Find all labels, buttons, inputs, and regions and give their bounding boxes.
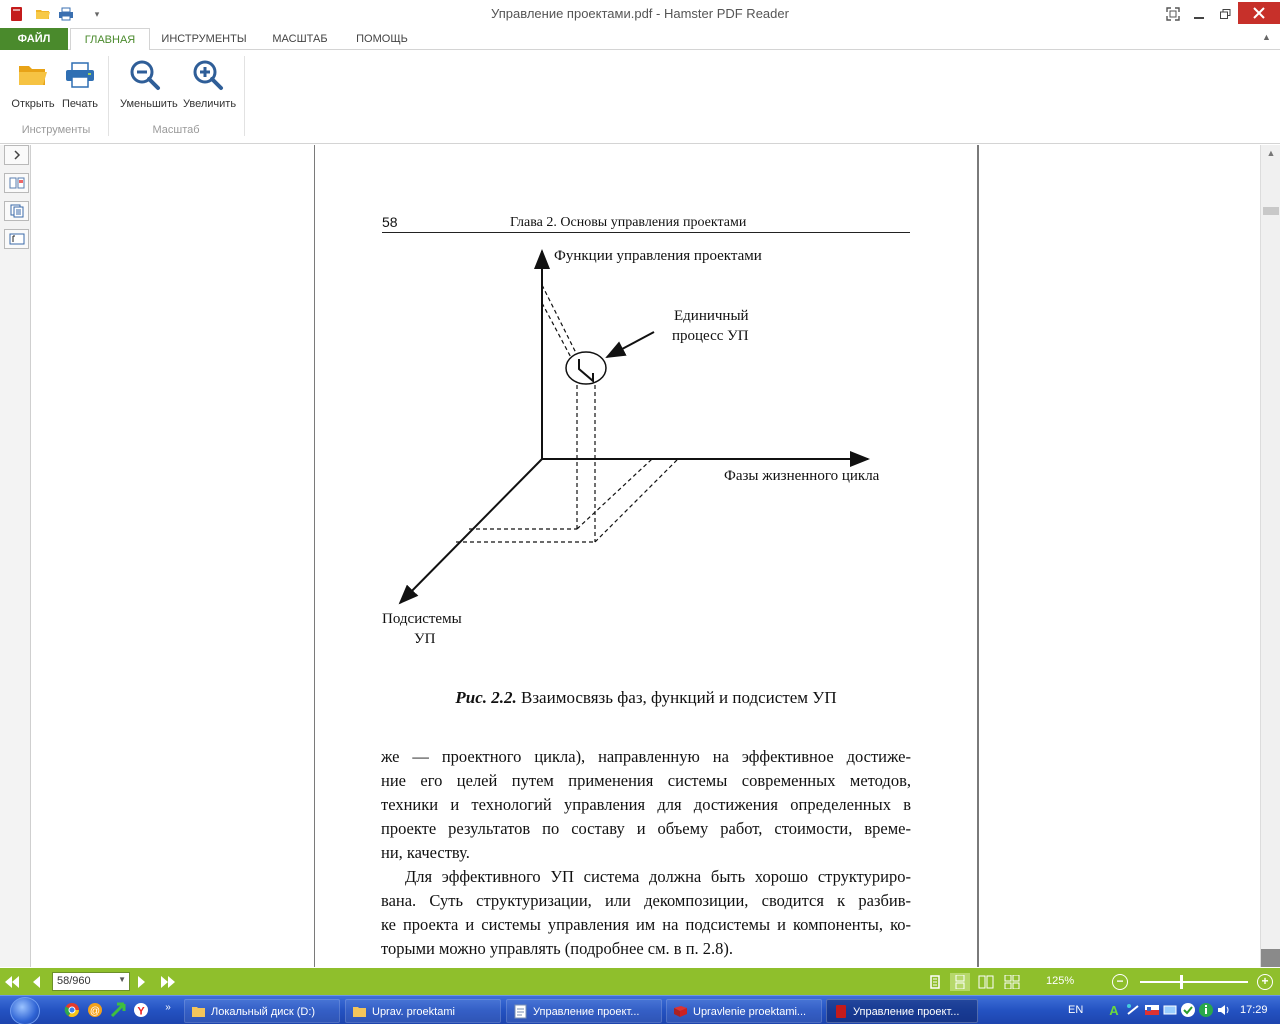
language-indicator[interactable]: EN	[1068, 1004, 1084, 1016]
folder-icon	[191, 1004, 206, 1019]
window-title: Управление проектами.pdf - Hamster PDF Reader	[491, 6, 789, 21]
scroll-up-icon[interactable]: ▲	[1266, 148, 1276, 158]
printer-icon	[63, 58, 97, 92]
status-bar	[0, 968, 1280, 995]
text-line: вана. Суть структуризации, или декомпозиции, сводится к разбив-	[381, 891, 911, 910]
tab-home[interactable]: ГЛАВНАЯ	[70, 28, 150, 51]
first-page-icon[interactable]	[2, 972, 22, 992]
continuous-view-icon[interactable]	[950, 973, 970, 991]
projection-lines	[456, 285, 678, 542]
taskbar-item-label: Uprav. proektami	[372, 1006, 455, 1018]
unit-process-label-2: процесс УП	[672, 328, 749, 344]
open-label: Открыть	[11, 98, 55, 110]
tray-info-icon[interactable]	[1198, 1002, 1214, 1018]
folder-icon	[352, 1004, 367, 1019]
tab-file[interactable]: ФАЙЛ	[0, 28, 68, 50]
ribbon-group-separator	[244, 56, 245, 136]
chapter-title: Глава 2. Основы управления проектами	[510, 215, 747, 230]
zoom-in-button[interactable]	[183, 58, 237, 110]
subsystems-axis-label-2: УП	[414, 631, 436, 647]
zoom-slider-thumb[interactable]	[1180, 975, 1183, 989]
svg-text:A: A	[1109, 1003, 1119, 1018]
ribbon-group-separator	[108, 56, 109, 136]
chrome-icon[interactable]	[64, 1002, 80, 1018]
text-line: ние его целей путем применения системы современных методов,	[381, 771, 911, 790]
subsystems-axis-label-1: Подсистемы	[382, 611, 462, 627]
clock[interactable]: 17:29	[1240, 1004, 1268, 1016]
text-line: торыми можно управлять (подробнее см. в п. 2.8).	[381, 939, 734, 958]
zoom-plus-icon[interactable]: +	[1257, 974, 1273, 990]
unit-process-ellipse	[566, 352, 606, 384]
two-page-view-icon[interactable]	[976, 973, 996, 991]
print-label: Печать	[61, 98, 99, 110]
zoom-in-icon	[191, 58, 225, 92]
page-number-field[interactable]	[52, 972, 130, 991]
pdf-reader-icon	[833, 1004, 848, 1019]
print-button[interactable]	[55, 58, 105, 110]
pages-button[interactable]	[4, 201, 29, 221]
text-line: проекте результатов по составу и объему работ, стоимости, време-	[381, 819, 911, 838]
windows-taskbar	[0, 995, 1280, 1024]
unit-process-pointer	[607, 332, 654, 357]
document-icon	[513, 1004, 528, 1019]
ribbon-tab-bar	[0, 28, 1280, 50]
taskbar-item-word-doc[interactable]	[506, 999, 662, 1023]
text-line: ни, качеству.	[381, 843, 470, 862]
title-bar	[0, 0, 1280, 28]
open-button[interactable]	[8, 58, 58, 110]
figure-caption	[382, 688, 910, 708]
left-side-panel	[0, 145, 31, 967]
scroll-down-icon[interactable]	[1261, 949, 1280, 967]
zoom-out-label: Уменьшить	[120, 98, 178, 110]
svg-text:Y: Y	[137, 1005, 145, 1018]
zoom-minus-icon[interactable]: −	[1112, 974, 1128, 990]
book-icon	[673, 1004, 688, 1019]
document-view[interactable]	[32, 145, 1260, 967]
caption-number: Рис. 2.2.	[455, 688, 517, 707]
taskbar-item-label: Управление проект...	[533, 1006, 640, 1018]
group-label-tools: Инструменты	[21, 124, 91, 136]
next-page-icon[interactable]	[132, 972, 152, 992]
text-line: техники и технологий управления для достижения определенных в	[381, 795, 911, 814]
thumbnails-button[interactable]	[4, 173, 29, 193]
folder-open-icon	[16, 58, 50, 92]
two-page-continuous-icon[interactable]	[1002, 973, 1022, 991]
quicklaunch-more-icon[interactable]: »	[165, 1001, 171, 1013]
thumbnails-icon	[9, 177, 25, 189]
tray-network-icon[interactable]	[1162, 1002, 1178, 1018]
single-page-view-icon[interactable]	[925, 973, 945, 991]
taskbar-item-local-disk[interactable]	[184, 999, 340, 1023]
taskbar-item-label: Upravlenie proektami...	[693, 1006, 807, 1018]
last-page-icon[interactable]	[158, 972, 178, 992]
chevron-right-icon	[12, 150, 22, 160]
taskbar-item-label: Локальный диск (D:)	[211, 1006, 316, 1018]
zoom-in-label: Увеличить	[183, 98, 237, 110]
zoom-slider-track[interactable]	[1140, 981, 1248, 983]
text-line: ке проекта и системы управления им на подсистемы и компоненты, ко-	[381, 915, 911, 934]
tray-volume-icon[interactable]	[1216, 1002, 1232, 1018]
functions-axis-label: Функции управления проектами	[554, 248, 762, 264]
expand-panel-button[interactable]	[4, 145, 29, 165]
tab-tools[interactable]: ИНСТРУМЕНТЫ	[161, 33, 247, 45]
yandex-browser-icon[interactable]	[133, 1002, 149, 1018]
restore-button[interactable]	[1212, 4, 1238, 24]
text-line: же — проектного цикла), направленную на эффективное достиже-	[381, 747, 911, 766]
email-icon[interactable]	[87, 1002, 103, 1018]
start-button[interactable]	[10, 997, 40, 1024]
quick-access-dropdown-icon[interactable]: ▾	[94, 8, 100, 19]
tray-sync-icon[interactable]	[1125, 1002, 1141, 1018]
minimize-button[interactable]	[1186, 4, 1212, 24]
vertical-scrollbar[interactable]	[1260, 145, 1280, 967]
tray-flag-icon[interactable]	[1144, 1002, 1160, 1018]
tab-zoom[interactable]: МАСШТАБ	[272, 33, 328, 45]
tab-help[interactable]: ПОМОЩЬ	[356, 33, 408, 45]
arrow-app-icon[interactable]	[110, 1002, 126, 1018]
text-line: Для эффективного УП система должна быть хорошо структуриро-	[405, 867, 911, 886]
tray-app-icon[interactable]	[1106, 1002, 1122, 1018]
taskbar-item-uprav-proektami[interactable]	[345, 999, 501, 1023]
bookmarks-icon	[9, 233, 25, 245]
zoom-out-icon	[128, 58, 162, 92]
zoom-level: 125%	[1046, 975, 1075, 987]
zoom-out-button[interactable]	[120, 58, 178, 110]
taskbar-item-upravlenie-proektami[interactable]	[666, 999, 822, 1023]
taskbar-item-label: Управление проект...	[853, 1006, 960, 1018]
scroll-thumb[interactable]	[1263, 207, 1279, 215]
group-label-zoom: Масштаб	[152, 124, 200, 136]
page-dropdown-icon[interactable]: ▼	[118, 975, 126, 984]
ribbon-panel	[0, 50, 1280, 144]
page-number-value: 58/960	[57, 975, 91, 987]
body-text	[381, 745, 911, 961]
tray-check-icon[interactable]	[1180, 1002, 1196, 1018]
svg-text:@: @	[89, 1006, 101, 1017]
pages-icon	[10, 204, 24, 218]
phases-axis-label: Фазы жизненного цикла	[724, 468, 880, 484]
prev-page-icon[interactable]	[26, 972, 46, 992]
bookmarks-button[interactable]	[4, 229, 29, 249]
collapse-ribbon-icon[interactable]: ▲	[1262, 32, 1271, 42]
subsystems-axis	[400, 459, 542, 603]
unit-process-label-1: Единичный	[674, 308, 749, 324]
taskbar-item-pdf-reader[interactable]	[826, 999, 978, 1023]
close-button[interactable]	[1238, 2, 1280, 24]
fullscreen-icon[interactable]	[1162, 4, 1184, 24]
page-number: 58	[382, 214, 398, 230]
caption-text: Взаимосвязь фаз, функций и подсистем УП	[521, 688, 837, 707]
